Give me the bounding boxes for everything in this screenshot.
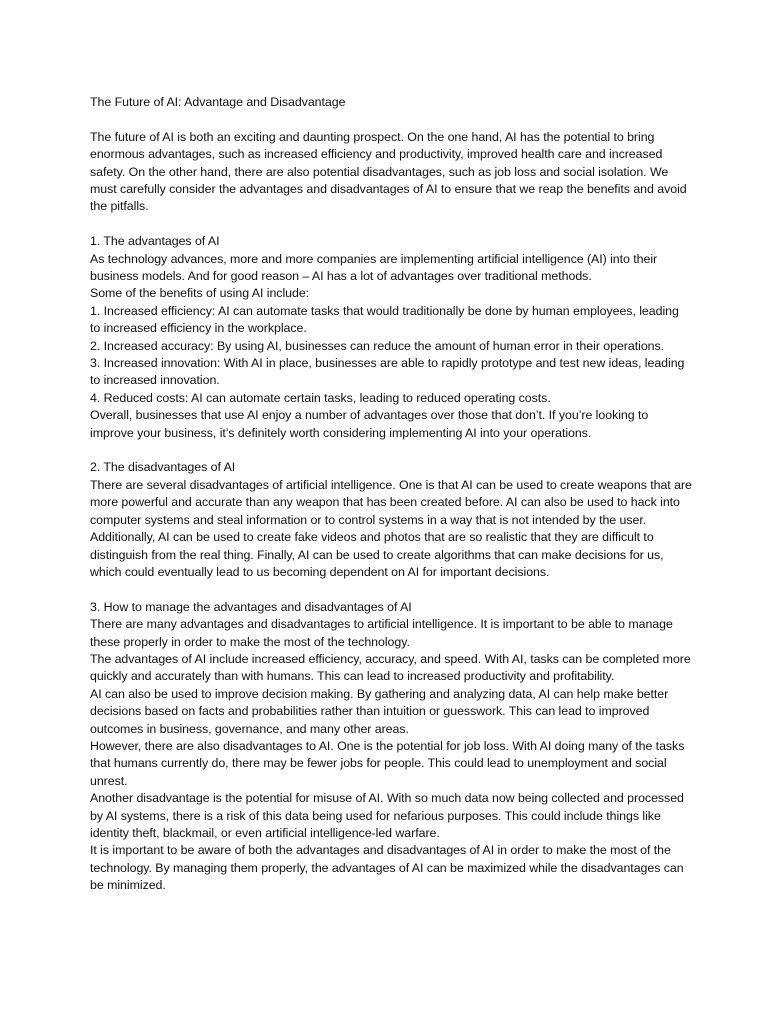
list-item: 4. Reduced costs: AI can automate certain tasks, leading to reduced operating costs. (90, 390, 551, 405)
section-disadvantages (90, 459, 692, 581)
paragraph: The advantages of AI include increased efficiency, accuracy, and speed. With AI, tasks can be completed more quickly and accurately than with humans. This can lead to increased productivity and profitability. (90, 651, 691, 684)
section-heading: 1. The advantages of AI (90, 234, 220, 249)
document-page (90, 94, 692, 895)
paragraph: Some of the benefits of using AI include: (90, 286, 310, 301)
list-item: 2. Increased accuracy: By using AI, businesses can reduce the amount of human error in their operations. (90, 338, 665, 353)
paragraph: There are several disadvantages of artificial intelligence. One is that AI can be used to create weapons that are more powerful and accurate than any weapon that has been created before. AI can also be used to hack into computer systems and steal information or to control systems in a way that is not intended by the user. Additionally, AI can be used to create fake videos and photos that are so realistic that they are difficult to distinguish from the real thing. Finally, AI can be used to create algorithms that can make decisions for us, which could eventually lead to us becoming dependent on AI for important decisions. (90, 477, 692, 579)
section-heading: 2. The disadvantages of AI (90, 460, 236, 475)
document-title: The Future of AI: Advantage and Disadvantage (90, 95, 346, 109)
paragraph: It is important to be aware of both the advantages and disadvantages of AI in order to make the most of the technology. By managing them properly, the advantages of AI can be maximized while the disadvantages can be minimized. (90, 843, 684, 893)
paragraph: As technology advances, more and more companies are implementing artificial intelligence (AI) into their business models. And for good reason – AI has a lot of advantages over traditional methods. (90, 251, 658, 284)
paragraph: AI can also be used to improve decision making. By gathering and analyzing data, AI can help make better decisions based on facts and probabilities rather than intuition or guesswork. This can lead to improved outcomes in business, governance, and many other areas. (90, 686, 669, 736)
paragraph: Overall, businesses that use AI enjoy a number of advantages over those that don’t. If you’re looking to improve your business, it’s definitely worth considering implementing AI into your operations. (90, 408, 649, 440)
paragraph: Another disadvantage is the potential for misuse of AI. With so much data now being collected and processed by AI systems, there is a risk of this data being used for nefarious purposes. This could include things like identity theft, blackmail, or even artificial intelligence-led warfare. (90, 791, 684, 840)
section-heading: 3. How to manage the advantages and disadvantages of AI (90, 599, 412, 614)
section-manage (90, 599, 692, 895)
paragraph: However, there are also disadvantages to AI. One is the potential for job loss. With AI doing many of the tasks that humans currently do, there may be fewer jobs for people. This could lead to unemployment and social unrest. (90, 738, 685, 788)
intro-paragraph: The future of AI is both an exciting and daunting prospect. On the one hand, AI has the potential to bring enormous advantages, such as increased efficiency and productivity, improved health care and increased safety. On the other hand, there are also potential disadvantages, such as job loss and social isolation. We must carefully consider the advantages and disadvantages of AI to ensure that we reap the benefits and avoid the pitfalls. (90, 129, 687, 214)
paragraph: There are many advantages and disadvantages to artificial intelligence. It is important to be able to manage these properly in order to make the most of the technology. (90, 617, 673, 649)
list-item: 1. Increased efficiency: AI can automate tasks that would traditionally be done by human employees, leading to increased efficiency in the workplace. (90, 303, 679, 336)
list-item: 3. Increased innovation: With AI in place, businesses are able to rapidly prototype and test new ideas, leading to increased innovation. (90, 356, 685, 388)
section-advantages (90, 233, 692, 442)
